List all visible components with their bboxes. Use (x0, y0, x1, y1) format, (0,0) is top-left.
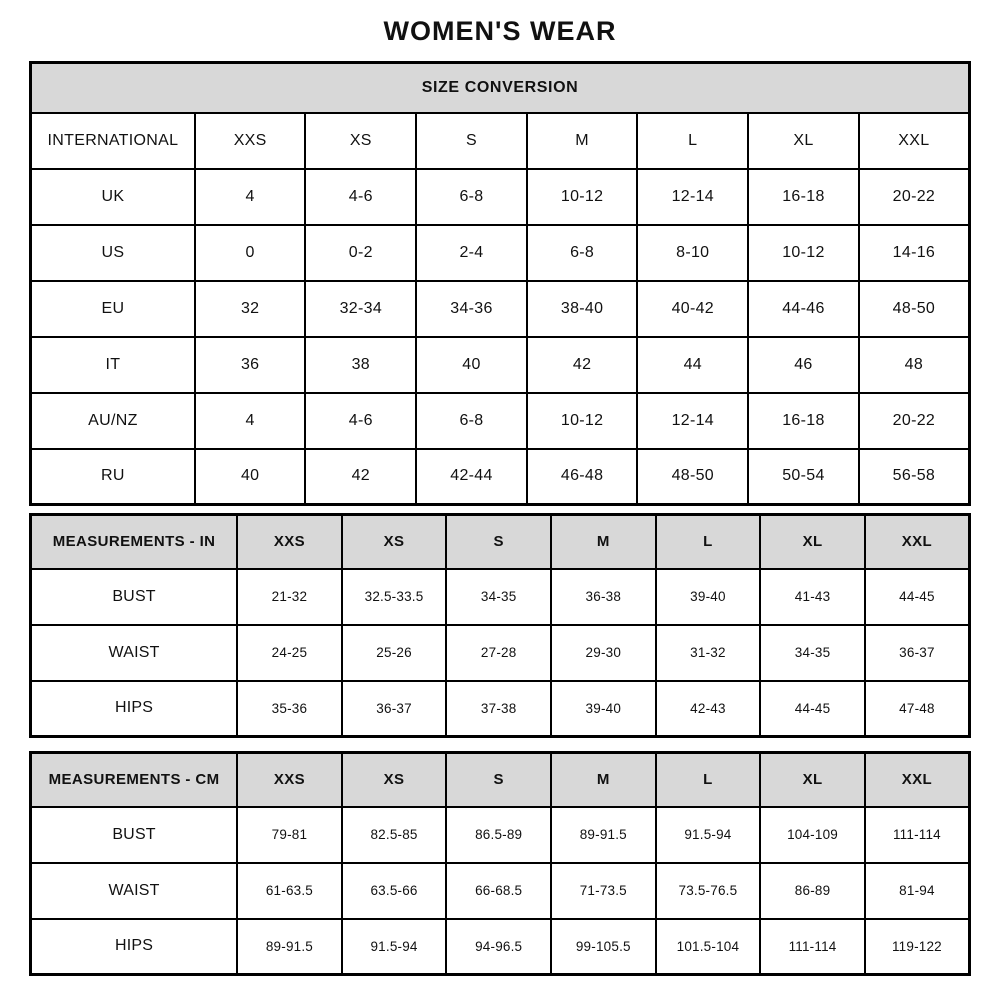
row-label: US (31, 225, 195, 281)
column-header: S (416, 113, 527, 169)
size-cell: 46 (748, 337, 859, 393)
table-row (31, 169, 970, 225)
measurements-cm-table (29, 751, 971, 976)
row-label: BUST (31, 569, 238, 625)
row-label: EU (31, 281, 195, 337)
measurement-cell: 24-25 (237, 625, 342, 681)
size-cell: 0 (195, 225, 306, 281)
measurement-cell: 44-45 (760, 681, 865, 737)
row-label: UK (31, 169, 195, 225)
column-header: XXL (865, 753, 970, 807)
row-label: HIPS (31, 919, 238, 975)
size-cell: 40-42 (637, 281, 748, 337)
size-cell: 12-14 (637, 169, 748, 225)
row-label: BUST (31, 807, 238, 863)
size-cell: 10-12 (527, 169, 638, 225)
size-cell: 8-10 (637, 225, 748, 281)
measurement-cell: 32.5-33.5 (342, 569, 447, 625)
table-row (31, 337, 970, 393)
table-row (31, 807, 970, 863)
measurements-in-table (29, 513, 971, 738)
table-row (31, 625, 970, 681)
measurement-cell: 27-28 (446, 625, 551, 681)
column-header: XXS (237, 515, 342, 569)
row-label: RU (31, 449, 195, 505)
measurement-cell: 44-45 (865, 569, 970, 625)
column-header: XXS (237, 753, 342, 807)
measurement-cell: 89-91.5 (237, 919, 342, 975)
size-cell: 0-2 (305, 225, 416, 281)
table-row (31, 569, 970, 625)
size-cell: 32-34 (305, 281, 416, 337)
column-header: L (637, 113, 748, 169)
measurement-cell: 66-68.5 (446, 863, 551, 919)
size-cell: 42 (527, 337, 638, 393)
size-cell: 2-4 (416, 225, 527, 281)
measurement-cell: 25-26 (342, 625, 447, 681)
column-header: XL (760, 515, 865, 569)
row-label: IT (31, 337, 195, 393)
measurement-cell: 99-105.5 (551, 919, 656, 975)
measurement-cell: 101.5-104 (656, 919, 761, 975)
column-header: S (446, 753, 551, 807)
size-cell: 38-40 (527, 281, 638, 337)
size-cell: 44-46 (748, 281, 859, 337)
measurement-cell: 89-91.5 (551, 807, 656, 863)
size-cell: 48 (859, 337, 970, 393)
table-row (31, 863, 970, 919)
measurement-cell: 61-63.5 (237, 863, 342, 919)
size-conversion-table (29, 61, 971, 506)
size-cell: 14-16 (859, 225, 970, 281)
measurement-cell: 42-43 (656, 681, 761, 737)
measurement-cell: 34-35 (760, 625, 865, 681)
measurement-cell: 39-40 (656, 569, 761, 625)
table-row (31, 225, 970, 281)
measurement-cell: 63.5-66 (342, 863, 447, 919)
measurement-cell: 41-43 (760, 569, 865, 625)
size-cell: 38 (305, 337, 416, 393)
size-cell: 50-54 (748, 449, 859, 505)
measurement-cell: 73.5-76.5 (656, 863, 761, 919)
measurement-cell: 86-89 (760, 863, 865, 919)
size-cell: 16-18 (748, 169, 859, 225)
column-header: INTERNATIONAL (31, 113, 195, 169)
size-cell: 10-12 (527, 393, 638, 449)
row-label: HIPS (31, 681, 238, 737)
column-header: XL (760, 753, 865, 807)
measurement-cell: 47-48 (865, 681, 970, 737)
table-row (31, 515, 970, 569)
size-cell: 34-36 (416, 281, 527, 337)
measurement-cell: 34-35 (446, 569, 551, 625)
column-header: M (551, 753, 656, 807)
size-cell: 44 (637, 337, 748, 393)
row-label: AU/NZ (31, 393, 195, 449)
size-cell: 4-6 (305, 169, 416, 225)
column-header: L (656, 753, 761, 807)
size-cell: 4 (195, 393, 306, 449)
row-label: WAIST (31, 625, 238, 681)
measurement-cell: 39-40 (551, 681, 656, 737)
measurement-cell: 31-32 (656, 625, 761, 681)
measurement-cell: 29-30 (551, 625, 656, 681)
measurement-cell: 111-114 (865, 807, 970, 863)
measurements-cm-header: MEASUREMENTS - CM (31, 753, 238, 807)
size-cell: 48-50 (637, 449, 748, 505)
column-header: M (527, 113, 638, 169)
size-cell: 6-8 (416, 393, 527, 449)
measurement-cell: 104-109 (760, 807, 865, 863)
size-cell: 48-50 (859, 281, 970, 337)
column-header: S (446, 515, 551, 569)
column-header: XXL (859, 113, 970, 169)
table-row (31, 449, 970, 505)
measurement-cell: 111-114 (760, 919, 865, 975)
column-header: XS (305, 113, 416, 169)
measurement-cell: 86.5-89 (446, 807, 551, 863)
column-header: XXL (865, 515, 970, 569)
measurement-cell: 71-73.5 (551, 863, 656, 919)
size-cell: 40 (416, 337, 527, 393)
measurement-cell: 119-122 (865, 919, 970, 975)
table-row (31, 753, 970, 807)
size-cell: 20-22 (859, 393, 970, 449)
column-header: M (551, 515, 656, 569)
table-row (31, 919, 970, 975)
size-cell: 6-8 (416, 169, 527, 225)
size-cell: 42 (305, 449, 416, 505)
size-cell: 42-44 (416, 449, 527, 505)
measurement-cell: 36-37 (342, 681, 447, 737)
column-header: XXS (195, 113, 306, 169)
size-cell: 12-14 (637, 393, 748, 449)
measurements-in-header: MEASUREMENTS - IN (31, 515, 238, 569)
size-cell: 20-22 (859, 169, 970, 225)
column-header: XS (342, 753, 447, 807)
row-label: WAIST (31, 863, 238, 919)
table-row (31, 113, 970, 169)
measurement-cell: 81-94 (865, 863, 970, 919)
measurement-cell: 36-38 (551, 569, 656, 625)
table-row (31, 63, 970, 113)
size-cell: 4-6 (305, 393, 416, 449)
measurement-cell: 21-32 (237, 569, 342, 625)
table-row (31, 681, 970, 737)
table-row (31, 393, 970, 449)
measurement-cell: 79-81 (237, 807, 342, 863)
column-header: L (656, 515, 761, 569)
size-cell: 16-18 (748, 393, 859, 449)
measurement-cell: 91.5-94 (656, 807, 761, 863)
measurement-cell: 91.5-94 (342, 919, 447, 975)
size-conversion-header: SIZE CONVERSION (31, 63, 970, 113)
size-cell: 10-12 (748, 225, 859, 281)
size-cell: 56-58 (859, 449, 970, 505)
table-row (31, 281, 970, 337)
measurement-cell: 35-36 (237, 681, 342, 737)
measurement-cell: 82.5-85 (342, 807, 447, 863)
column-header: XL (748, 113, 859, 169)
size-cell: 4 (195, 169, 306, 225)
page-title: WOMEN'S WEAR (383, 16, 617, 46)
size-cell: 36 (195, 337, 306, 393)
size-cell: 32 (195, 281, 306, 337)
size-cell: 46-48 (527, 449, 638, 505)
measurement-cell: 36-37 (865, 625, 970, 681)
column-header: XS (342, 515, 447, 569)
size-cell: 6-8 (527, 225, 638, 281)
measurement-cell: 94-96.5 (446, 919, 551, 975)
size-cell: 40 (195, 449, 306, 505)
measurement-cell: 37-38 (446, 681, 551, 737)
